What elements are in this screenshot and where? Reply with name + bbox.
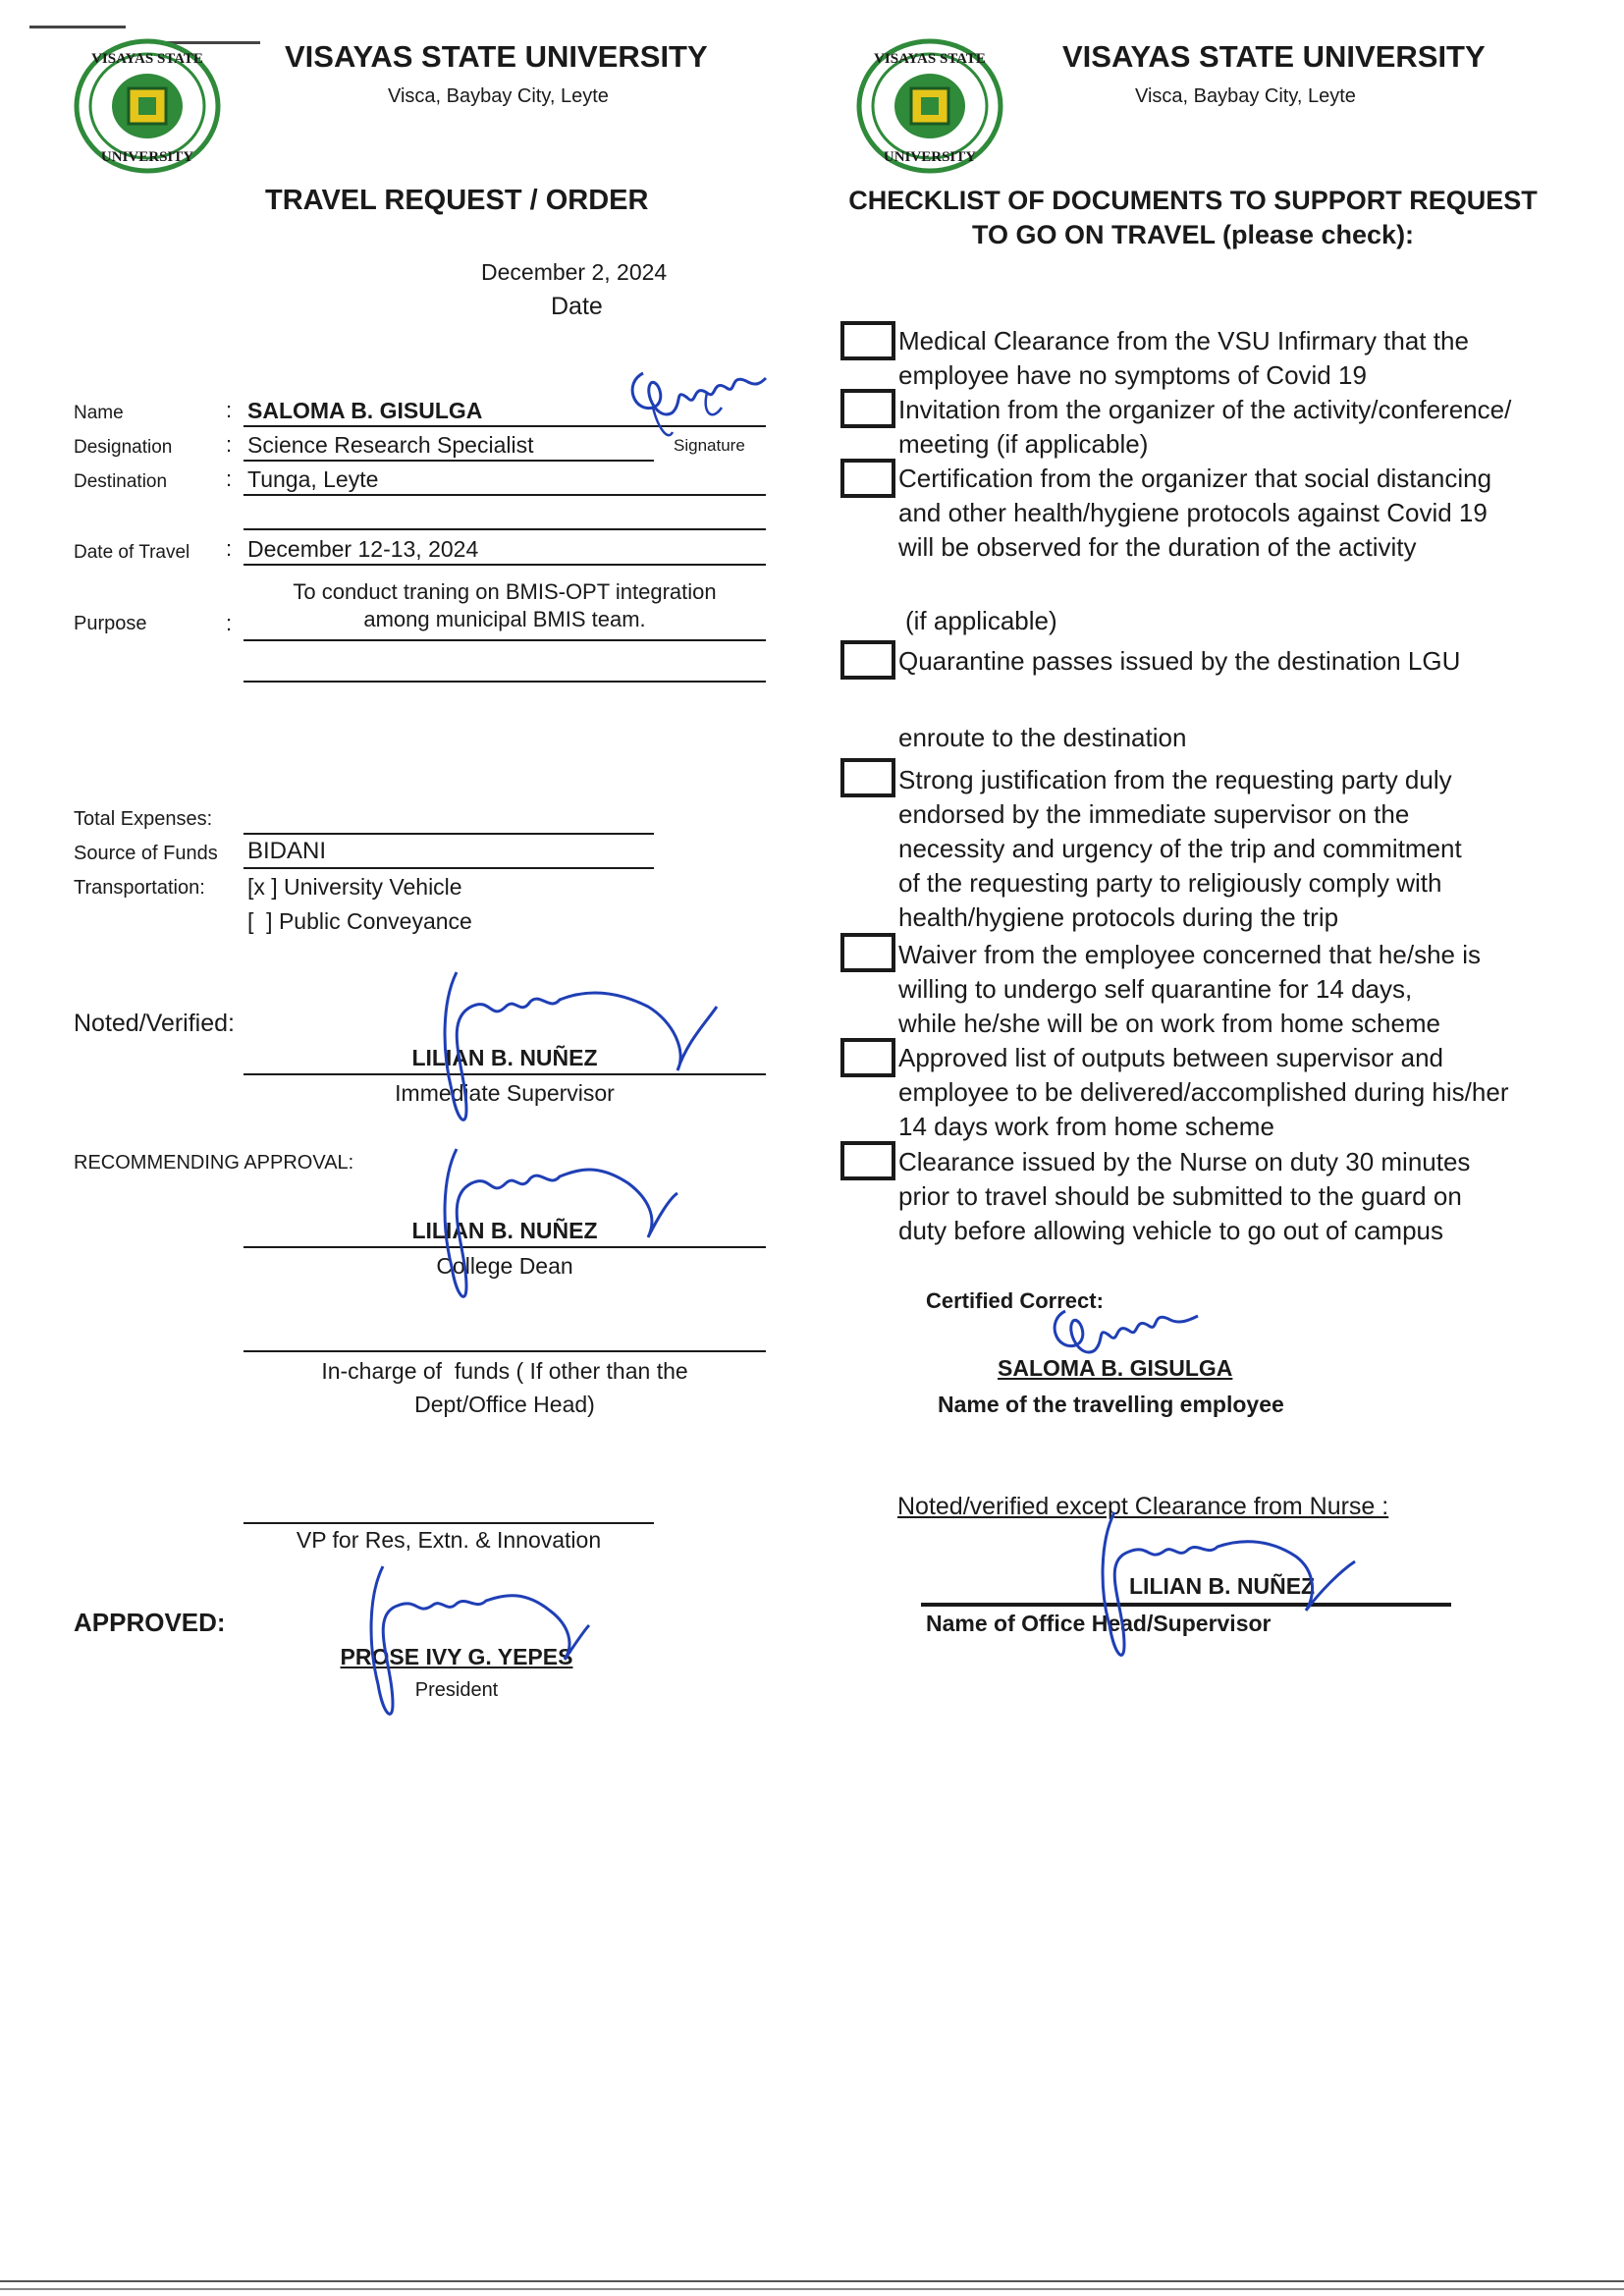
checkbox-icon[interactable] — [840, 1141, 895, 1180]
svg-text:UNIVERSITY: UNIVERSITY — [100, 149, 194, 165]
destination-label: Destination — [74, 471, 168, 492]
approved-label: APPROVED: — [74, 1608, 226, 1637]
funds-line — [244, 1350, 766, 1352]
checklist-item-waiver-3: while he/she will be on work from home scheme — [898, 1009, 1441, 1038]
scan-edge — [0, 2280, 1624, 2282]
employee-name: SALOMA B. GISULGA — [998, 1355, 1233, 1381]
office-head-line — [921, 1603, 1451, 1607]
svg-text:VISAYAS STATE: VISAYAS STATE — [91, 51, 203, 67]
designation-colon: : — [226, 432, 233, 457]
dean-title: College Dean — [436, 1253, 573, 1279]
noted-verified-label: Noted/Verified: — [74, 1010, 235, 1037]
funds-caption-1: In-charge of funds ( If other than the — [321, 1358, 688, 1384]
destination-value: Tunga, Leyte — [247, 466, 379, 492]
supervisor-line — [244, 1073, 766, 1075]
request-date: December 2, 2024 — [481, 259, 668, 285]
checklist-item-nurse-2: prior to travel should be submitted to the guard on — [898, 1181, 1462, 1211]
total-expenses-line — [244, 833, 654, 835]
total-expenses-label: Total Expenses: — [74, 808, 213, 830]
purpose-line-extra — [244, 681, 766, 683]
scan-edge — [0, 2288, 1624, 2290]
checklist-item-nurse-1: Clearance issued by the Nurse on duty 30 minutes — [898, 1147, 1471, 1176]
transport-option-public-conveyance: [ ] Public Conveyance — [247, 908, 472, 934]
name-line — [244, 425, 766, 427]
checklist-item-justification-1: Strong justification from the requesting party duly — [898, 765, 1452, 794]
destination-line — [244, 494, 766, 496]
if-applicable-note: (if applicable) — [905, 606, 1057, 635]
right-university-address: Visca, Baybay City, Leyte — [1135, 85, 1356, 107]
name-label: Name — [74, 403, 124, 423]
designation-label: Designation — [74, 437, 173, 458]
checkbox-icon[interactable] — [840, 321, 895, 360]
designation-line — [244, 460, 654, 462]
designation-value: Science Research Specialist — [247, 432, 534, 458]
signature-label: Signature — [674, 436, 745, 455]
noted-except-label: Noted/verified except Clearance from Nurse : — [897, 1493, 1389, 1520]
checklist-item-invitation-2: meeting (if applicable) — [898, 429, 1149, 459]
vp-line — [244, 1522, 654, 1524]
checklist-item-outputs-3: 14 days work from home scheme — [898, 1112, 1274, 1141]
president-name: PROSE IVY G. YEPES — [340, 1644, 573, 1669]
right-university-name: VISAYAS STATE UNIVERSITY — [1062, 39, 1486, 74]
employee-caption: Name of the travelling employee — [938, 1392, 1284, 1417]
checkbox-icon[interactable] — [840, 640, 895, 680]
date-of-travel-value: December 12-13, 2024 — [247, 536, 479, 562]
checklist-item-certification-3: will be observed for the duration of the activity — [898, 532, 1417, 562]
name-colon: : — [226, 398, 233, 422]
office-head-caption: Name of Office Head/Supervisor — [926, 1611, 1272, 1636]
checklist-item-outputs-1: Approved list of outputs between supervisor and — [898, 1043, 1444, 1072]
checklist-item-justification-4: of the requesting party to religiously comply with — [898, 868, 1442, 898]
request-date-label: Date — [551, 293, 603, 320]
source-of-funds-value: BIDANI — [247, 838, 327, 864]
dean-line — [244, 1246, 766, 1248]
supervisor-name: LILIAN B. NUÑEZ — [411, 1045, 598, 1070]
checklist-item-justification-5: health/hygiene protocols during the trip — [898, 902, 1339, 932]
funds-caption-2: Dept/Office Head) — [414, 1392, 595, 1417]
checklist-item-outputs-2: employee to be delivered/accomplished during his/her — [898, 1077, 1509, 1107]
checklist-item-medical-2: employee have no symptoms of Covid 19 — [898, 360, 1367, 390]
checklist-item-certification-2: and other health/hygiene protocols against Covid 19 — [898, 498, 1488, 527]
purpose-line — [244, 639, 766, 641]
scan-mark — [29, 26, 126, 28]
checklist-item-waiver-2: willing to undergo self quarantine for 14 days, — [898, 974, 1413, 1004]
checkbox-icon[interactable] — [840, 459, 895, 498]
transportation-label: Transportation: — [74, 877, 205, 899]
supervisor-title: Immediate Supervisor — [395, 1080, 615, 1106]
date-of-travel-label: Date of Travel — [74, 542, 190, 563]
purpose-line-1: To conduct traning on BMIS-OPT integration — [293, 579, 717, 604]
checklist-item-waiver-1: Waiver from the employee concerned that he/she is — [898, 940, 1481, 969]
recommending-approval-label: RECOMMENDING APPROVAL: — [74, 1152, 354, 1174]
checkbox-icon[interactable] — [840, 389, 895, 428]
certified-correct-label: Certified Correct: — [926, 1288, 1104, 1313]
checkbox-icon[interactable] — [840, 758, 895, 797]
office-head-name: LILIAN B. NUÑEZ — [1129, 1573, 1316, 1599]
checklist-item-quarantine: Quarantine passes issued by the destination LGU — [898, 646, 1461, 676]
checklist-item-justification-2: endorsed by the immediate supervisor on the — [898, 799, 1410, 829]
university-seal-icon — [856, 37, 1003, 175]
transport-option-university-vehicle: [x ] University Vehicle — [247, 874, 462, 900]
left-university-address: Visca, Baybay City, Leyte — [388, 85, 609, 107]
university-seal-icon — [74, 37, 221, 175]
checkbox-icon[interactable] — [840, 1038, 895, 1077]
source-of-funds-line — [244, 867, 654, 869]
checklist-item-justification-3: necessity and urgency of the trip and commitment — [898, 834, 1462, 863]
date-of-travel-line — [244, 564, 766, 566]
checklist-title-1: CHECKLIST OF DOCUMENTS TO SUPPORT REQUEST — [848, 186, 1538, 215]
checklist-item-certification-1: Certification from the organizer that social distancing — [898, 464, 1492, 493]
svg-text:UNIVERSITY: UNIVERSITY — [883, 149, 977, 165]
vp-title: VP for Res, Extn. & Innovation — [296, 1527, 602, 1553]
enroute-note: enroute to the destination — [898, 723, 1187, 752]
destination-colon: : — [226, 466, 233, 491]
checklist-item-nurse-3: duty before allowing vehicle to go out of campus — [898, 1216, 1444, 1245]
source-of-funds-label: Source of Funds — [74, 843, 218, 864]
svg-text:VISAYAS STATE: VISAYAS STATE — [874, 51, 986, 67]
left-university-name: VISAYAS STATE UNIVERSITY — [285, 39, 708, 74]
purpose-label: Purpose — [74, 613, 147, 634]
destination-line-2 — [244, 528, 766, 530]
purpose-line-2: among municipal BMIS team. — [363, 607, 646, 631]
form-title: TRAVEL REQUEST / ORDER — [265, 185, 649, 216]
checklist-item-invitation-1: Invitation from the organizer of the activity/conference/ — [898, 395, 1512, 424]
checkbox-icon[interactable] — [840, 933, 895, 972]
president-title: President — [414, 1679, 499, 1701]
dean-name: LILIAN B. NUÑEZ — [411, 1218, 598, 1243]
name-value: SALOMA B. GISULGA — [247, 398, 483, 423]
checklist-item-medical-1: Medical Clearance from the VSU Infirmary that the — [898, 326, 1469, 355]
checklist-title-2: TO GO ON TRAVEL (please check): — [971, 220, 1415, 249]
purpose-colon: : — [226, 611, 233, 635]
date-of-travel-colon: : — [226, 536, 233, 561]
